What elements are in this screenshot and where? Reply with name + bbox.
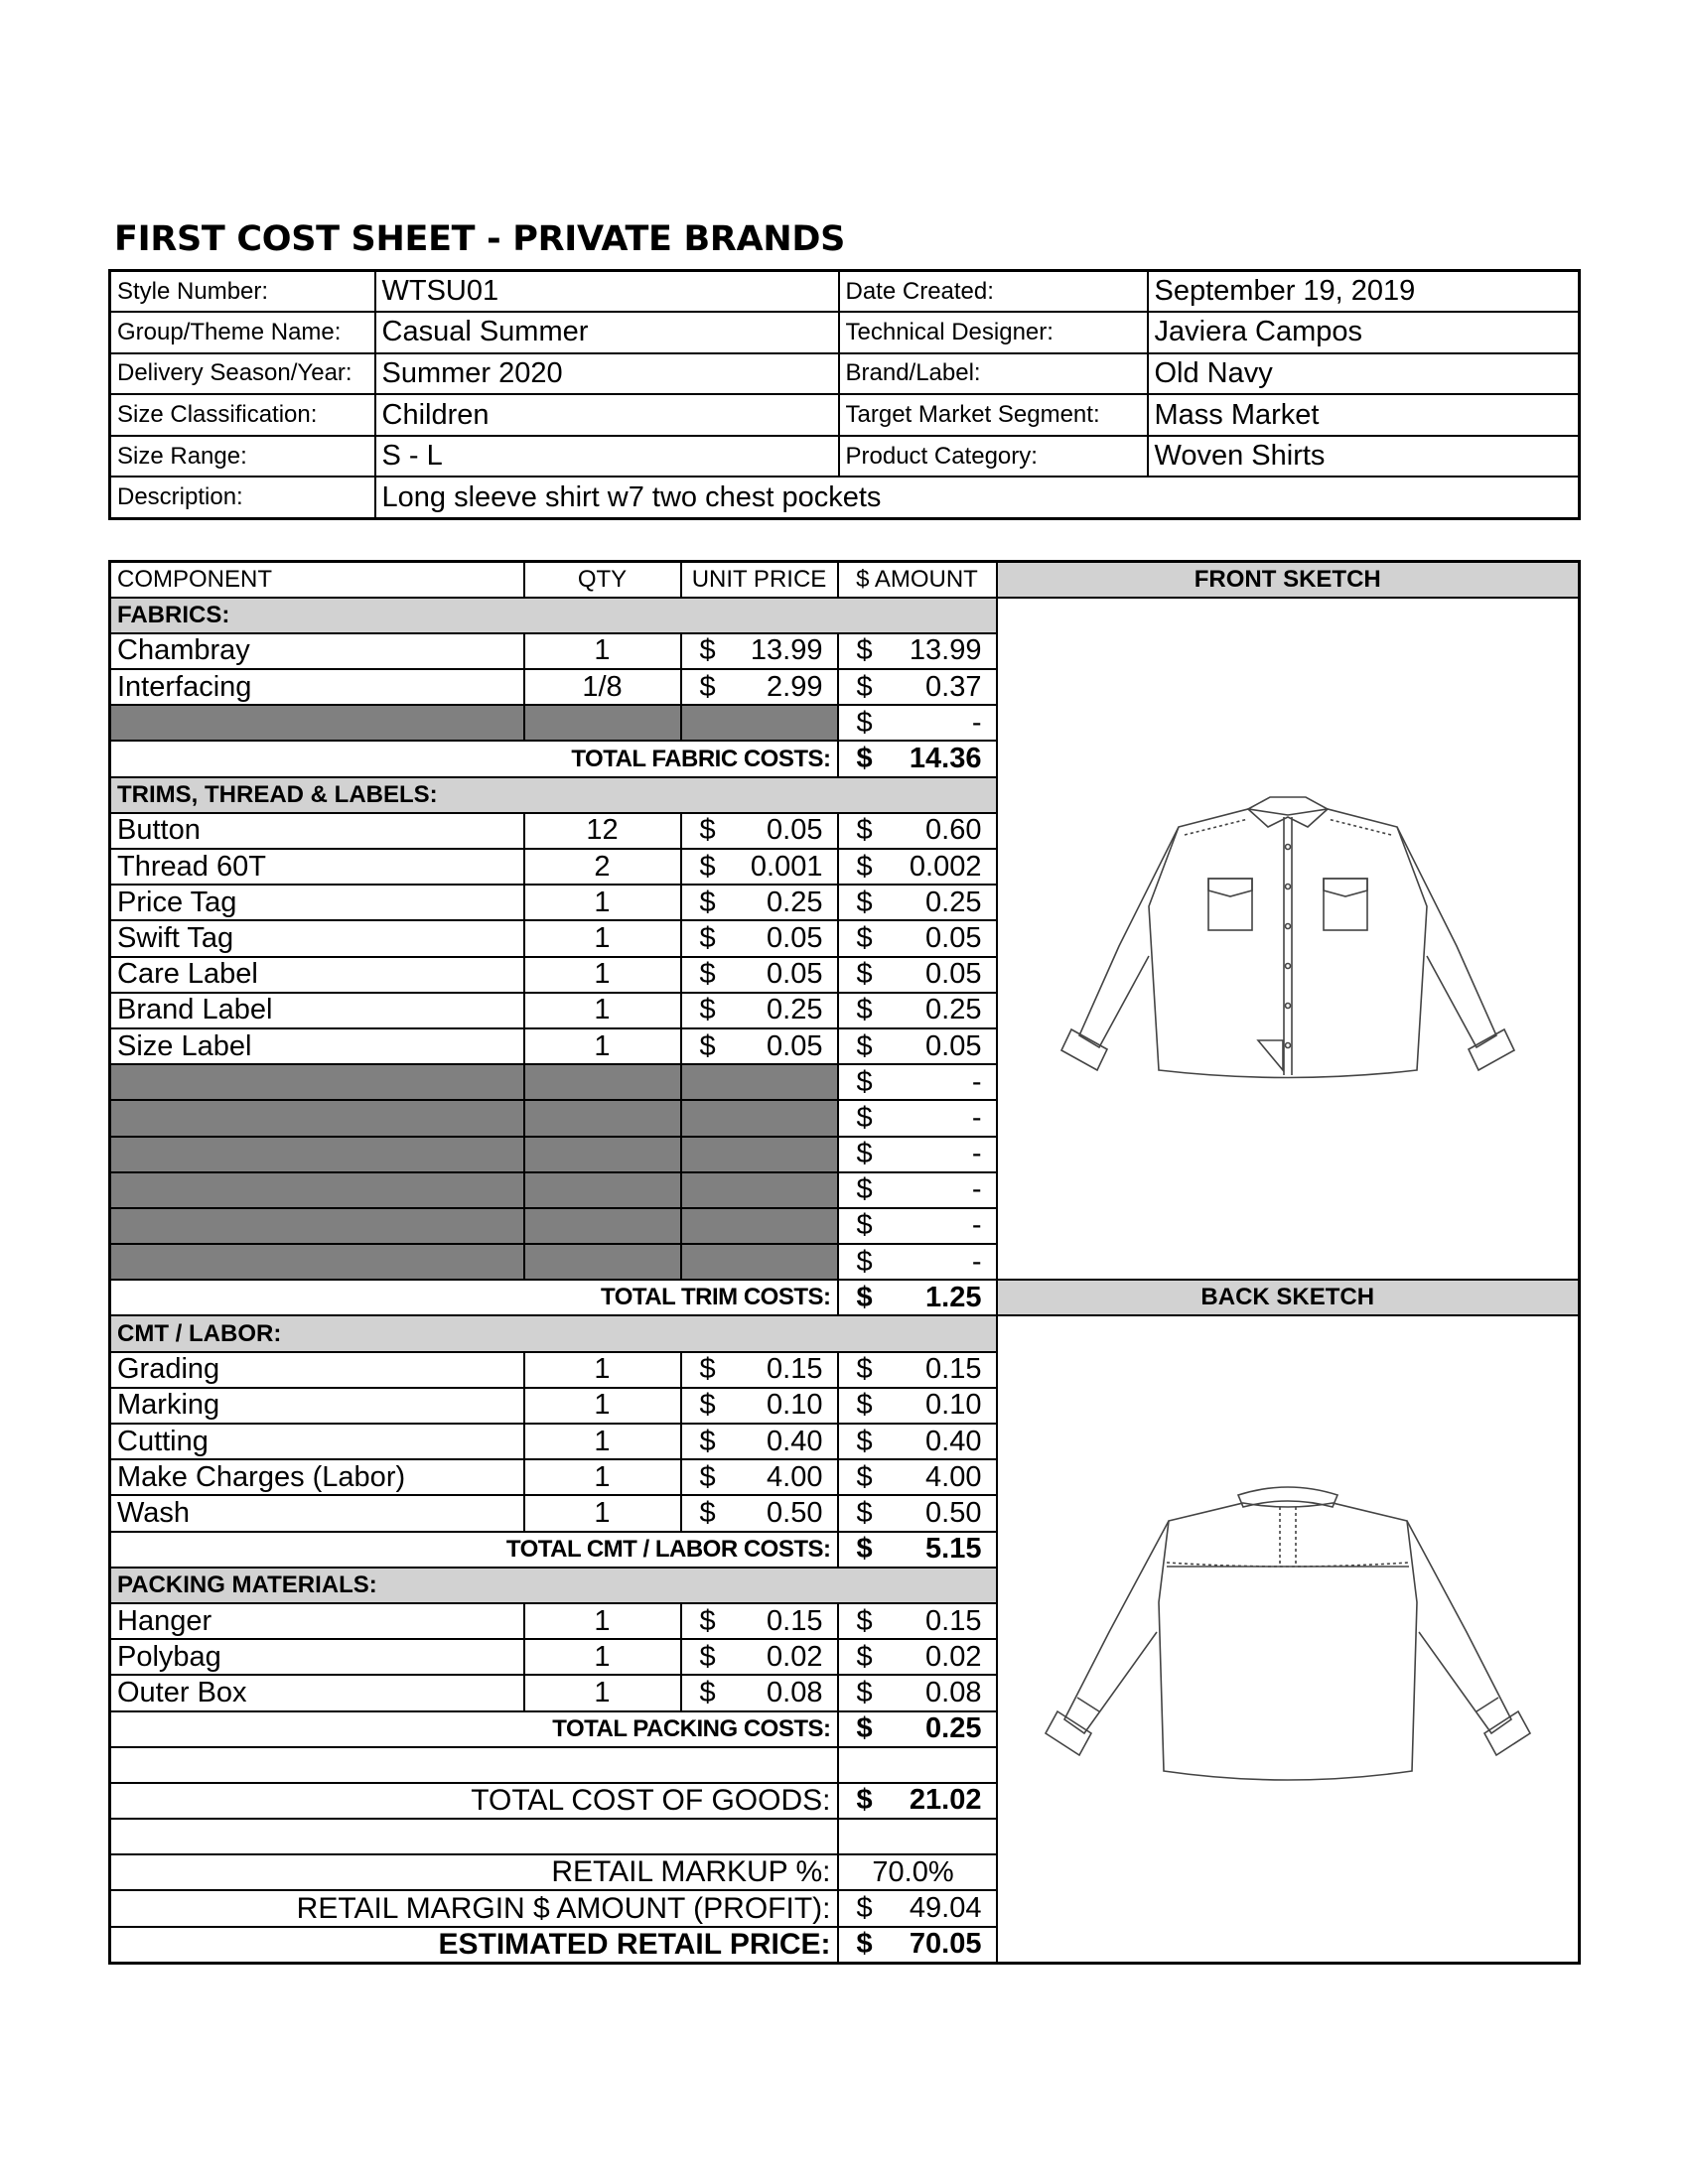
packing-name: Hanger bbox=[110, 1603, 524, 1639]
currency-symbol: $ bbox=[699, 1604, 716, 1637]
cmt-unit-price: 0.10 bbox=[767, 1389, 823, 1422]
trim-unit-price: 0.05 bbox=[767, 921, 823, 954]
trim-qty: 2 bbox=[524, 849, 681, 885]
packing-amount: 0.02 bbox=[925, 1640, 982, 1673]
empty-amount-dash: - bbox=[971, 1065, 982, 1098]
target-market-value: Mass Market bbox=[1148, 394, 1580, 436]
currency-symbol: $ bbox=[699, 814, 716, 847]
trim-qty: 1 bbox=[524, 993, 681, 1028]
estimated-retail-price: 70.05 bbox=[909, 1928, 982, 1961]
fabric-unit-price: 2.99 bbox=[767, 670, 823, 703]
style-number-label: Style Number: bbox=[110, 271, 375, 313]
blank-cell bbox=[110, 1208, 524, 1244]
currency-symbol: $ bbox=[856, 1892, 873, 1925]
total-cmt-costs-label: TOTAL CMT / LABOR COSTS: bbox=[110, 1532, 838, 1568]
blank-cell bbox=[524, 1172, 681, 1208]
cost-table bbox=[108, 560, 1581, 1965]
cmt-amount: 0.15 bbox=[925, 1353, 982, 1386]
total-packing-costs: 0.25 bbox=[925, 1712, 982, 1745]
total-trim-costs: 1.25 bbox=[925, 1281, 982, 1313]
currency-symbol: $ bbox=[856, 1029, 873, 1062]
empty-amount-dash: - bbox=[971, 1101, 982, 1134]
empty-amount-dash: - bbox=[971, 1138, 982, 1170]
cmt-qty: 1 bbox=[524, 1352, 681, 1388]
blank-cell bbox=[681, 1244, 838, 1280]
blank-cell bbox=[110, 1064, 524, 1100]
total-cost-of-goods: 21.02 bbox=[909, 1784, 982, 1817]
group-theme-label: Group/Theme Name: bbox=[110, 312, 375, 353]
currency-symbol: $ bbox=[856, 1640, 873, 1673]
back-shirt-sketch bbox=[1010, 1473, 1566, 1801]
currency-symbol: $ bbox=[856, 1928, 873, 1961]
technical-designer-value: Javiera Campos bbox=[1148, 312, 1580, 353]
group-theme-value: Casual Summer bbox=[375, 312, 839, 353]
fabric-qty: 1/8 bbox=[524, 669, 681, 705]
total-fabric-costs: 14.36 bbox=[909, 743, 982, 775]
technical-designer-label: Technical Designer: bbox=[839, 312, 1148, 353]
target-market-label: Target Market Segment: bbox=[839, 394, 1148, 436]
front-shirt-sketch bbox=[1010, 787, 1566, 1085]
blank-cell bbox=[524, 705, 681, 741]
currency-symbol: $ bbox=[699, 921, 716, 954]
cmt-amount: 0.40 bbox=[925, 1425, 982, 1457]
col-header-unit-price: UNIT PRICE bbox=[681, 562, 838, 598]
blank-cell bbox=[524, 1244, 681, 1280]
blank-cell bbox=[110, 1137, 524, 1172]
cmt-name: Marking bbox=[110, 1388, 524, 1424]
packing-name: Polybag bbox=[110, 1639, 524, 1675]
fabric-qty: 1 bbox=[524, 633, 681, 669]
packing-qty: 1 bbox=[524, 1603, 681, 1639]
trim-unit-price: 0.05 bbox=[767, 1029, 823, 1062]
cmt-qty: 1 bbox=[524, 1424, 681, 1459]
currency-symbol: $ bbox=[699, 994, 716, 1026]
fabric-amount: 0.37 bbox=[925, 670, 982, 703]
currency-symbol: $ bbox=[856, 670, 873, 703]
packing-unit-price: 0.15 bbox=[767, 1604, 823, 1637]
product-category-label: Product Category: bbox=[839, 436, 1148, 478]
currency-symbol: $ bbox=[856, 706, 873, 739]
style-info-table bbox=[108, 269, 1581, 520]
retail-margin-amount: 49.04 bbox=[909, 1892, 982, 1925]
spacer-cell bbox=[838, 1819, 997, 1854]
packing-name: Outer Box bbox=[110, 1675, 524, 1710]
cmt-amount: 0.10 bbox=[925, 1389, 982, 1422]
trim-unit-price: 0.25 bbox=[767, 994, 823, 1026]
col-header-amount: $ AMOUNT bbox=[838, 562, 997, 598]
back-sketch bbox=[997, 1315, 1580, 1963]
description-value: Long sleeve shirt w7 two chest pockets bbox=[375, 477, 1580, 518]
currency-symbol: $ bbox=[856, 1138, 873, 1170]
currency-symbol: $ bbox=[856, 1281, 873, 1313]
cmt-name: Make Charges (Labor) bbox=[110, 1459, 524, 1495]
blank-cell bbox=[524, 1137, 681, 1172]
trim-name: Swift Tag bbox=[110, 920, 524, 956]
page-title: FIRST COST SHEET - PRIVATE BRANDS bbox=[114, 219, 845, 259]
section-fabrics: FABRICS: bbox=[110, 598, 997, 633]
size-range-label: Size Range: bbox=[110, 436, 375, 478]
currency-symbol: $ bbox=[856, 1533, 873, 1566]
blank-cell bbox=[110, 705, 524, 741]
currency-symbol: $ bbox=[856, 1065, 873, 1098]
blank-cell bbox=[524, 1100, 681, 1136]
trim-qty: 1 bbox=[524, 957, 681, 993]
fabric-name: Chambray bbox=[110, 633, 524, 669]
cmt-unit-price: 0.40 bbox=[767, 1425, 823, 1457]
trim-amount: 0.05 bbox=[925, 921, 982, 954]
currency-symbol: $ bbox=[856, 1389, 873, 1422]
cmt-unit-price: 0.15 bbox=[767, 1353, 823, 1386]
trim-unit-price: 0.001 bbox=[750, 850, 823, 883]
col-header-component: COMPONENT bbox=[110, 562, 524, 598]
currency-symbol: $ bbox=[699, 670, 716, 703]
fabric-unit-price: 13.99 bbox=[750, 634, 823, 667]
trim-amount: 0.05 bbox=[925, 958, 982, 991]
cmt-name: Grading bbox=[110, 1352, 524, 1388]
packing-amount: 0.15 bbox=[925, 1604, 982, 1637]
currency-symbol: $ bbox=[699, 1676, 716, 1708]
currency-symbol: $ bbox=[856, 958, 873, 991]
section-cmt-labor: CMT / LABOR: bbox=[110, 1315, 997, 1351]
packing-unit-price: 0.08 bbox=[767, 1676, 823, 1708]
trim-qty: 1 bbox=[524, 885, 681, 920]
packing-amount: 0.08 bbox=[925, 1676, 982, 1708]
section-packing: PACKING MATERIALS: bbox=[110, 1568, 997, 1603]
currency-symbol: $ bbox=[856, 1604, 873, 1637]
trim-amount: 0.05 bbox=[925, 1029, 982, 1062]
empty-amount-dash: - bbox=[971, 1173, 982, 1206]
cmt-qty: 1 bbox=[524, 1388, 681, 1424]
spacer-row bbox=[110, 1819, 838, 1854]
currency-symbol: $ bbox=[699, 1029, 716, 1062]
blank-cell bbox=[681, 1172, 838, 1208]
trim-qty: 1 bbox=[524, 1028, 681, 1064]
currency-symbol: $ bbox=[856, 1209, 873, 1242]
empty-amount-dash: - bbox=[971, 1209, 982, 1242]
size-range-value: S - L bbox=[375, 436, 839, 478]
blank-cell bbox=[681, 705, 838, 741]
trim-unit-price: 0.05 bbox=[767, 814, 823, 847]
blank-cell bbox=[524, 1208, 681, 1244]
total-fabric-costs-label: TOTAL FABRIC COSTS: bbox=[110, 741, 838, 776]
blank-cell bbox=[524, 1064, 681, 1100]
trim-amount: 0.60 bbox=[925, 814, 982, 847]
currency-symbol: $ bbox=[699, 850, 716, 883]
currency-symbol: $ bbox=[856, 1784, 873, 1817]
retail-margin-label: RETAIL MARGIN $ AMOUNT (PROFIT): bbox=[110, 1890, 838, 1926]
front-sketch bbox=[997, 598, 1580, 1281]
currency-symbol: $ bbox=[699, 1640, 716, 1673]
trim-name: Care Label bbox=[110, 957, 524, 993]
blank-cell bbox=[681, 1208, 838, 1244]
total-packing-costs-label: TOTAL PACKING COSTS: bbox=[110, 1711, 838, 1747]
empty-amount-dash: - bbox=[971, 1245, 982, 1278]
trim-amount: 0.25 bbox=[925, 994, 982, 1026]
estimated-retail-price-label: ESTIMATED RETAIL PRICE: bbox=[110, 1927, 838, 1964]
cmt-unit-price: 4.00 bbox=[767, 1460, 823, 1493]
trim-amount: 0.25 bbox=[925, 886, 982, 918]
col-header-qty: QTY bbox=[524, 562, 681, 598]
cmt-amount: 0.50 bbox=[925, 1496, 982, 1529]
currency-symbol: $ bbox=[856, 1496, 873, 1529]
product-category-value: Woven Shirts bbox=[1148, 436, 1580, 478]
fabric-name: Interfacing bbox=[110, 669, 524, 705]
packing-qty: 1 bbox=[524, 1639, 681, 1675]
size-classification-label: Size Classification: bbox=[110, 394, 375, 436]
currency-symbol: $ bbox=[856, 1712, 873, 1745]
currency-symbol: $ bbox=[856, 921, 873, 954]
total-cmt-costs: 5.15 bbox=[925, 1533, 982, 1566]
currency-symbol: $ bbox=[856, 1460, 873, 1493]
style-number-value: WTSU01 bbox=[375, 271, 839, 313]
currency-symbol: $ bbox=[856, 850, 873, 883]
currency-symbol: $ bbox=[699, 1496, 716, 1529]
currency-symbol: $ bbox=[699, 1389, 716, 1422]
trim-qty: 1 bbox=[524, 920, 681, 956]
currency-symbol: $ bbox=[699, 1460, 716, 1493]
currency-symbol: $ bbox=[856, 814, 873, 847]
empty-amount-dash: - bbox=[971, 706, 982, 739]
currency-symbol: $ bbox=[699, 1425, 716, 1457]
delivery-season-label: Delivery Season/Year: bbox=[110, 353, 375, 395]
description-label: Description: bbox=[110, 477, 375, 518]
spacer-row bbox=[110, 1747, 838, 1783]
spacer-cell bbox=[838, 1747, 997, 1783]
currency-symbol: $ bbox=[856, 634, 873, 667]
currency-symbol: $ bbox=[856, 1353, 873, 1386]
cmt-name: Wash bbox=[110, 1495, 524, 1531]
trim-amount: 0.002 bbox=[909, 850, 982, 883]
currency-symbol: $ bbox=[699, 958, 716, 991]
trim-name: Button bbox=[110, 813, 524, 849]
currency-symbol: $ bbox=[699, 634, 716, 667]
delivery-season-value: Summer 2020 bbox=[375, 353, 839, 395]
trim-qty: 12 bbox=[524, 813, 681, 849]
blank-cell bbox=[681, 1064, 838, 1100]
blank-cell bbox=[681, 1100, 838, 1136]
trim-name: Thread 60T bbox=[110, 849, 524, 885]
currency-symbol: $ bbox=[699, 886, 716, 918]
packing-qty: 1 bbox=[524, 1675, 681, 1710]
total-cost-of-goods-label: TOTAL COST OF GOODS: bbox=[110, 1783, 838, 1819]
cmt-name: Cutting bbox=[110, 1424, 524, 1459]
date-created-value: September 19, 2019 bbox=[1148, 271, 1580, 313]
brand-label-value: Old Navy bbox=[1148, 353, 1580, 395]
blank-cell bbox=[110, 1100, 524, 1136]
currency-symbol: $ bbox=[856, 1676, 873, 1708]
blank-cell bbox=[110, 1172, 524, 1208]
trim-name: Price Tag bbox=[110, 885, 524, 920]
section-trims: TRIMS, THREAD & LABELS: bbox=[110, 777, 997, 813]
fabric-amount: 13.99 bbox=[909, 634, 982, 667]
retail-markup-percent: 70.0% bbox=[872, 1855, 954, 1888]
currency-symbol: $ bbox=[856, 994, 873, 1026]
cmt-qty: 1 bbox=[524, 1495, 681, 1531]
currency-symbol: $ bbox=[856, 1173, 873, 1206]
blank-cell bbox=[681, 1137, 838, 1172]
date-created-label: Date Created: bbox=[839, 271, 1148, 313]
retail-markup-label: RETAIL MARKUP %: bbox=[110, 1854, 838, 1890]
trim-name: Size Label bbox=[110, 1028, 524, 1064]
size-classification-value: Children bbox=[375, 394, 839, 436]
currency-symbol: $ bbox=[699, 1353, 716, 1386]
blank-cell bbox=[110, 1244, 524, 1280]
trim-unit-price: 0.25 bbox=[767, 886, 823, 918]
currency-symbol: $ bbox=[856, 1245, 873, 1278]
currency-symbol: $ bbox=[856, 886, 873, 918]
cmt-qty: 1 bbox=[524, 1459, 681, 1495]
total-trim-costs-label: TOTAL TRIM COSTS: bbox=[110, 1280, 838, 1315]
cmt-unit-price: 0.50 bbox=[767, 1496, 823, 1529]
trim-name: Brand Label bbox=[110, 993, 524, 1028]
cmt-amount: 4.00 bbox=[925, 1460, 982, 1493]
currency-symbol: $ bbox=[856, 743, 873, 775]
trim-unit-price: 0.05 bbox=[767, 958, 823, 991]
back-sketch-header: BACK SKETCH bbox=[997, 1280, 1580, 1315]
currency-symbol: $ bbox=[856, 1101, 873, 1134]
packing-unit-price: 0.02 bbox=[767, 1640, 823, 1673]
currency-symbol: $ bbox=[856, 1425, 873, 1457]
brand-label-label: Brand/Label: bbox=[839, 353, 1148, 395]
front-sketch-header: FRONT SKETCH bbox=[997, 562, 1580, 598]
